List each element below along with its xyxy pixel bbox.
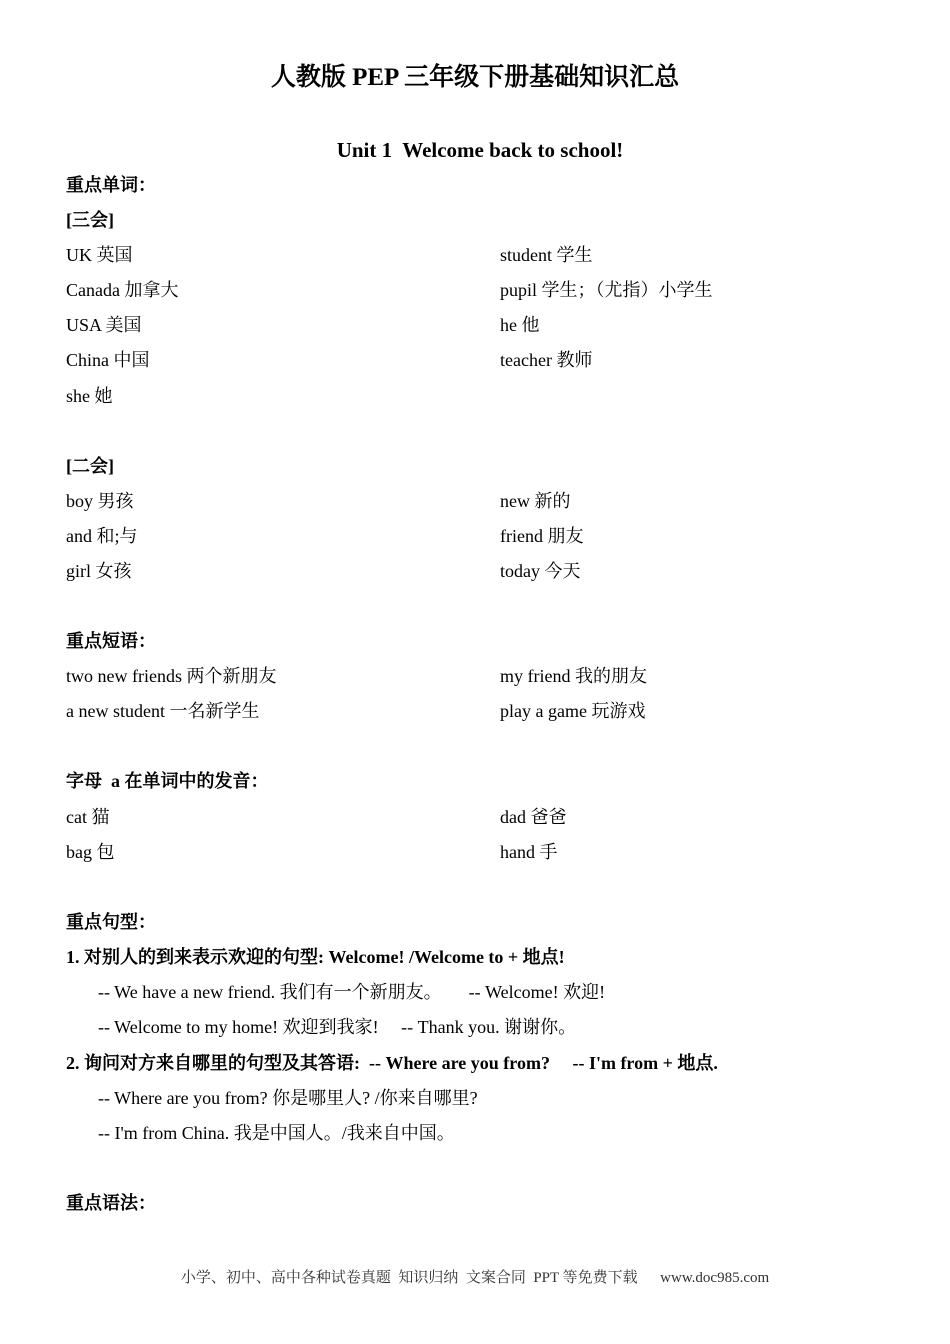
example-dialogue-line: -- We have a new friend. 我们有一个新朋友。 -- Welcome! 欢迎! — [98, 982, 606, 1002]
vocab-item: boy 男孩 — [66, 491, 134, 511]
vocab-item: she 她 — [66, 386, 113, 406]
page-footer: 小学、初中、高中各种试卷真题 知识归纳 文案合同 PPT 等免费下载 www.doc985.com — [180, 1270, 770, 1286]
phonics-item: bag 包 — [66, 842, 115, 862]
sentence-pattern-1: 1. 对别人的到来表示欢迎的句型: Welcome! /Welcome to + 地点! — [66, 947, 565, 967]
vocab-item: and 和;与 — [66, 526, 138, 546]
phrases-heading: 重点短语： — [66, 631, 156, 651]
vocab-item: student 学生 — [500, 245, 593, 265]
er-hui-label: [二会] — [66, 456, 114, 476]
grammar-heading: 重点语法： — [66, 1193, 156, 1213]
vocab-item: today 今天 — [500, 561, 581, 581]
phrase-item: a new student 一名新学生 — [66, 701, 260, 721]
phonics-item: hand 手 — [500, 842, 558, 862]
san-hui-label: [三会] — [66, 210, 114, 230]
example-dialogue-line: -- I'm from China. 我是中国人。/我来自中国。 — [98, 1123, 455, 1143]
example-dialogue-line: -- Welcome to my home! 欢迎到我家! -- Thank you. 谢谢你。 — [98, 1017, 577, 1037]
vocab-item: pupil 学生；（尤指）小学生 — [500, 280, 713, 300]
vocab-item: Canada 加拿大 — [66, 280, 179, 300]
document-title: 人教版 PEP 三年级下册基础知识汇总 — [270, 64, 680, 91]
vocab-item: UK 英国 — [66, 245, 133, 265]
vocab-item: teacher 教师 — [500, 350, 593, 370]
vocab-heading: 重点单词： — [66, 175, 156, 195]
example-dialogue-line: -- Where are you from? 你是哪里人? /你来自哪里? — [98, 1088, 478, 1108]
phonics-heading: 字母 a 在单词中的发音： — [66, 771, 269, 791]
vocab-item: friend 朋友 — [500, 526, 584, 546]
vocab-item: he 他 — [500, 315, 540, 335]
phrase-item: my friend 我的朋友 — [500, 666, 647, 686]
vocab-item: China 中国 — [66, 350, 150, 370]
sentence-pattern-2: 2. 询问对方来自哪里的句型及其答语: -- Where are you from? -- I'm from + 地点. — [66, 1053, 718, 1073]
phonics-item: cat 猫 — [66, 807, 110, 827]
sentences-heading: 重点句型： — [66, 912, 156, 932]
vocab-item: girl 女孩 — [66, 561, 132, 581]
vocab-item: new 新的 — [500, 491, 571, 511]
vocab-item: USA 美国 — [66, 315, 142, 335]
unit-title: Unit 1 Welcome back to school! — [336, 138, 624, 162]
phrase-item: two new friends 两个新朋友 — [66, 666, 277, 686]
phrase-item: play a game 玩游戏 — [500, 701, 646, 721]
phonics-item: dad 爸爸 — [500, 807, 567, 827]
